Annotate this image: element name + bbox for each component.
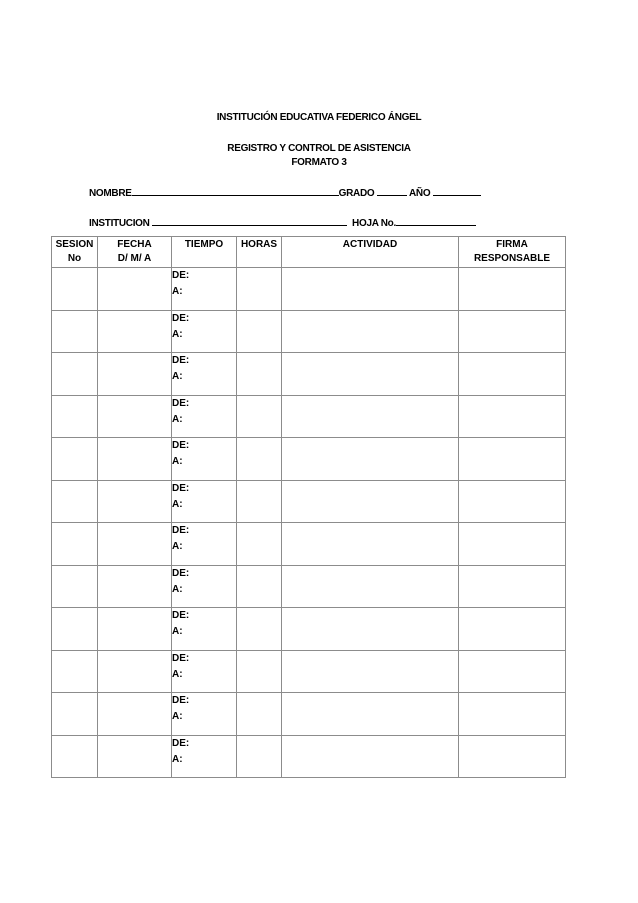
anio-label: AÑO xyxy=(408,188,431,199)
horas-cell[interactable] xyxy=(237,735,282,778)
actividad-cell[interactable] xyxy=(282,480,459,523)
tiempo-cell[interactable] xyxy=(172,565,237,608)
institucion-field[interactable] xyxy=(152,215,347,226)
horas-cell[interactable] xyxy=(237,480,282,523)
sesion-cell[interactable] xyxy=(52,565,98,608)
actividad-cell[interactable] xyxy=(282,565,459,608)
attendance-table xyxy=(51,236,566,778)
fecha-cell[interactable] xyxy=(98,693,172,736)
table-row xyxy=(52,650,566,693)
fecha-cell[interactable] xyxy=(98,523,172,566)
table-row xyxy=(52,693,566,736)
tiempo-de-label: DE: xyxy=(172,610,190,621)
horas-cell[interactable] xyxy=(237,268,282,311)
fecha-cell[interactable] xyxy=(98,438,172,481)
horas-cell[interactable] xyxy=(237,650,282,693)
tiempo-cell[interactable] xyxy=(172,395,237,438)
tiempo-de-label: DE: xyxy=(172,440,190,451)
tiempo-a-label: A: xyxy=(172,413,183,425)
nombre-label: NOMBRE xyxy=(89,188,132,199)
fecha-cell[interactable] xyxy=(98,395,172,438)
register-subtitle: REGISTRO Y CONTROL DE ASISTENCIA xyxy=(227,143,411,154)
sesion-cell[interactable] xyxy=(52,268,98,311)
actividad-header: ACTIVIDAD xyxy=(282,237,459,268)
firma-cell[interactable] xyxy=(459,735,566,778)
sesion-cell[interactable] xyxy=(52,480,98,523)
grado-label: GRADO xyxy=(338,188,375,199)
tiempo-a-label: A: xyxy=(172,371,183,382)
tiempo-a-label: A: xyxy=(172,498,183,510)
tiempo-a-label: A: xyxy=(172,711,183,722)
tiempo-de-label: DE: xyxy=(172,737,190,749)
horas-cell[interactable] xyxy=(237,693,282,736)
institution-title: INSTITUCIÓN EDUCATIVA FEDERICO ÁNGEL xyxy=(216,112,422,123)
tiempo-de-label: DE: xyxy=(172,525,190,536)
firma-cell[interactable] xyxy=(459,310,566,353)
table-row xyxy=(52,395,566,438)
institucion-line xyxy=(89,215,476,229)
horas-header: HORAS xyxy=(237,237,282,268)
tiempo-de-label: DE: xyxy=(172,695,190,706)
horas-cell[interactable] xyxy=(237,565,282,608)
fecha-cell[interactable] xyxy=(98,735,172,778)
tiempo-cell[interactable] xyxy=(172,268,237,311)
table-row xyxy=(52,565,566,608)
fecha-cell[interactable] xyxy=(98,310,172,353)
horas-cell[interactable] xyxy=(237,438,282,481)
sesion-cell[interactable] xyxy=(52,608,98,651)
sesion-cell[interactable] xyxy=(52,650,98,693)
nombre-line xyxy=(89,185,481,199)
tiempo-cell[interactable] xyxy=(172,693,237,736)
sesion-header: SESION No xyxy=(52,237,98,268)
fecha-header: FECHA D/ M/ A xyxy=(98,237,172,268)
actividad-cell[interactable] xyxy=(282,608,459,651)
tiempo-cell[interactable] xyxy=(172,438,237,481)
tiempo-header: TIEMPO xyxy=(172,237,237,268)
sesion-cell[interactable] xyxy=(52,735,98,778)
anio-field[interactable] xyxy=(433,185,481,196)
table-row xyxy=(52,523,566,566)
horas-cell[interactable] xyxy=(237,310,282,353)
tiempo-de-label: DE: xyxy=(172,355,190,366)
fecha-cell[interactable] xyxy=(98,353,172,396)
actividad-cell[interactable] xyxy=(282,523,459,566)
tiempo-de-label: DE: xyxy=(172,482,190,494)
firma-cell[interactable] xyxy=(459,650,566,693)
tiempo-cell[interactable] xyxy=(172,608,237,651)
actividad-cell[interactable] xyxy=(282,438,459,481)
actividad-cell[interactable] xyxy=(282,735,459,778)
tiempo-a-label: A: xyxy=(172,583,183,595)
firma-header: FIRMA RESPONSABLE xyxy=(459,237,566,268)
sesion-cell[interactable] xyxy=(52,693,98,736)
tiempo-cell[interactable] xyxy=(172,523,237,566)
table-row xyxy=(52,353,566,396)
table-row xyxy=(52,438,566,481)
firma-cell[interactable] xyxy=(459,693,566,736)
tiempo-cell[interactable] xyxy=(172,650,237,693)
horas-cell[interactable] xyxy=(237,395,282,438)
horas-cell[interactable] xyxy=(237,353,282,396)
firma-cell[interactable] xyxy=(459,438,566,481)
tiempo-a-label: A: xyxy=(172,753,183,765)
sesion-cell[interactable] xyxy=(52,523,98,566)
firma-cell[interactable] xyxy=(459,268,566,311)
tiempo-a-label: A: xyxy=(172,456,183,467)
tiempo-a-label: A: xyxy=(172,541,183,552)
hoja-field[interactable] xyxy=(396,215,476,226)
tiempo-a-label: A: xyxy=(172,626,183,637)
tiempo-cell[interactable] xyxy=(172,353,237,396)
table-row xyxy=(52,608,566,651)
tiempo-de-label: DE: xyxy=(172,567,190,579)
fecha-cell[interactable] xyxy=(98,480,172,523)
grado-field[interactable] xyxy=(377,185,407,196)
sesion-cell[interactable] xyxy=(52,438,98,481)
horas-cell[interactable] xyxy=(237,608,282,651)
actividad-cell[interactable] xyxy=(282,310,459,353)
tiempo-de-label: DE: xyxy=(172,397,190,409)
firma-cell[interactable] xyxy=(459,480,566,523)
actividad-cell[interactable] xyxy=(282,650,459,693)
fecha-cell[interactable] xyxy=(98,268,172,311)
hoja-label: HOJA No. xyxy=(352,218,396,229)
firma-cell[interactable] xyxy=(459,353,566,396)
tiempo-de-label: DE: xyxy=(172,312,190,324)
tiempo-a-label: A: xyxy=(172,328,183,340)
actividad-cell[interactable] xyxy=(282,268,459,311)
table-row xyxy=(52,480,566,523)
firma-cell[interactable] xyxy=(459,565,566,608)
fecha-cell[interactable] xyxy=(98,565,172,608)
tiempo-cell[interactable] xyxy=(172,735,237,778)
fecha-cell[interactable] xyxy=(98,650,172,693)
nombre-field[interactable] xyxy=(132,185,339,196)
sesion-cell[interactable] xyxy=(52,395,98,438)
table-row xyxy=(52,268,566,311)
tiempo-a-label: A: xyxy=(172,286,183,297)
tiempo-cell[interactable] xyxy=(172,480,237,523)
tiempo-a-label: A: xyxy=(172,668,183,680)
fecha-cell[interactable] xyxy=(98,608,172,651)
tiempo-de-label: DE: xyxy=(172,270,190,281)
firma-cell[interactable] xyxy=(459,395,566,438)
institucion-label: INSTITUCION xyxy=(89,218,150,229)
firma-cell[interactable] xyxy=(459,523,566,566)
table-row xyxy=(52,735,566,778)
sesion-cell[interactable] xyxy=(52,310,98,353)
table-row xyxy=(52,310,566,353)
tiempo-cell[interactable] xyxy=(172,310,237,353)
sesion-cell[interactable] xyxy=(52,353,98,396)
horas-cell[interactable] xyxy=(237,523,282,566)
actividad-cell[interactable] xyxy=(282,353,459,396)
format-label: FORMATO 3 xyxy=(291,157,347,168)
table-header-row xyxy=(52,237,566,268)
actividad-cell[interactable] xyxy=(282,693,459,736)
firma-cell[interactable] xyxy=(459,608,566,651)
tiempo-de-label: DE: xyxy=(172,652,190,664)
actividad-cell[interactable] xyxy=(282,395,459,438)
